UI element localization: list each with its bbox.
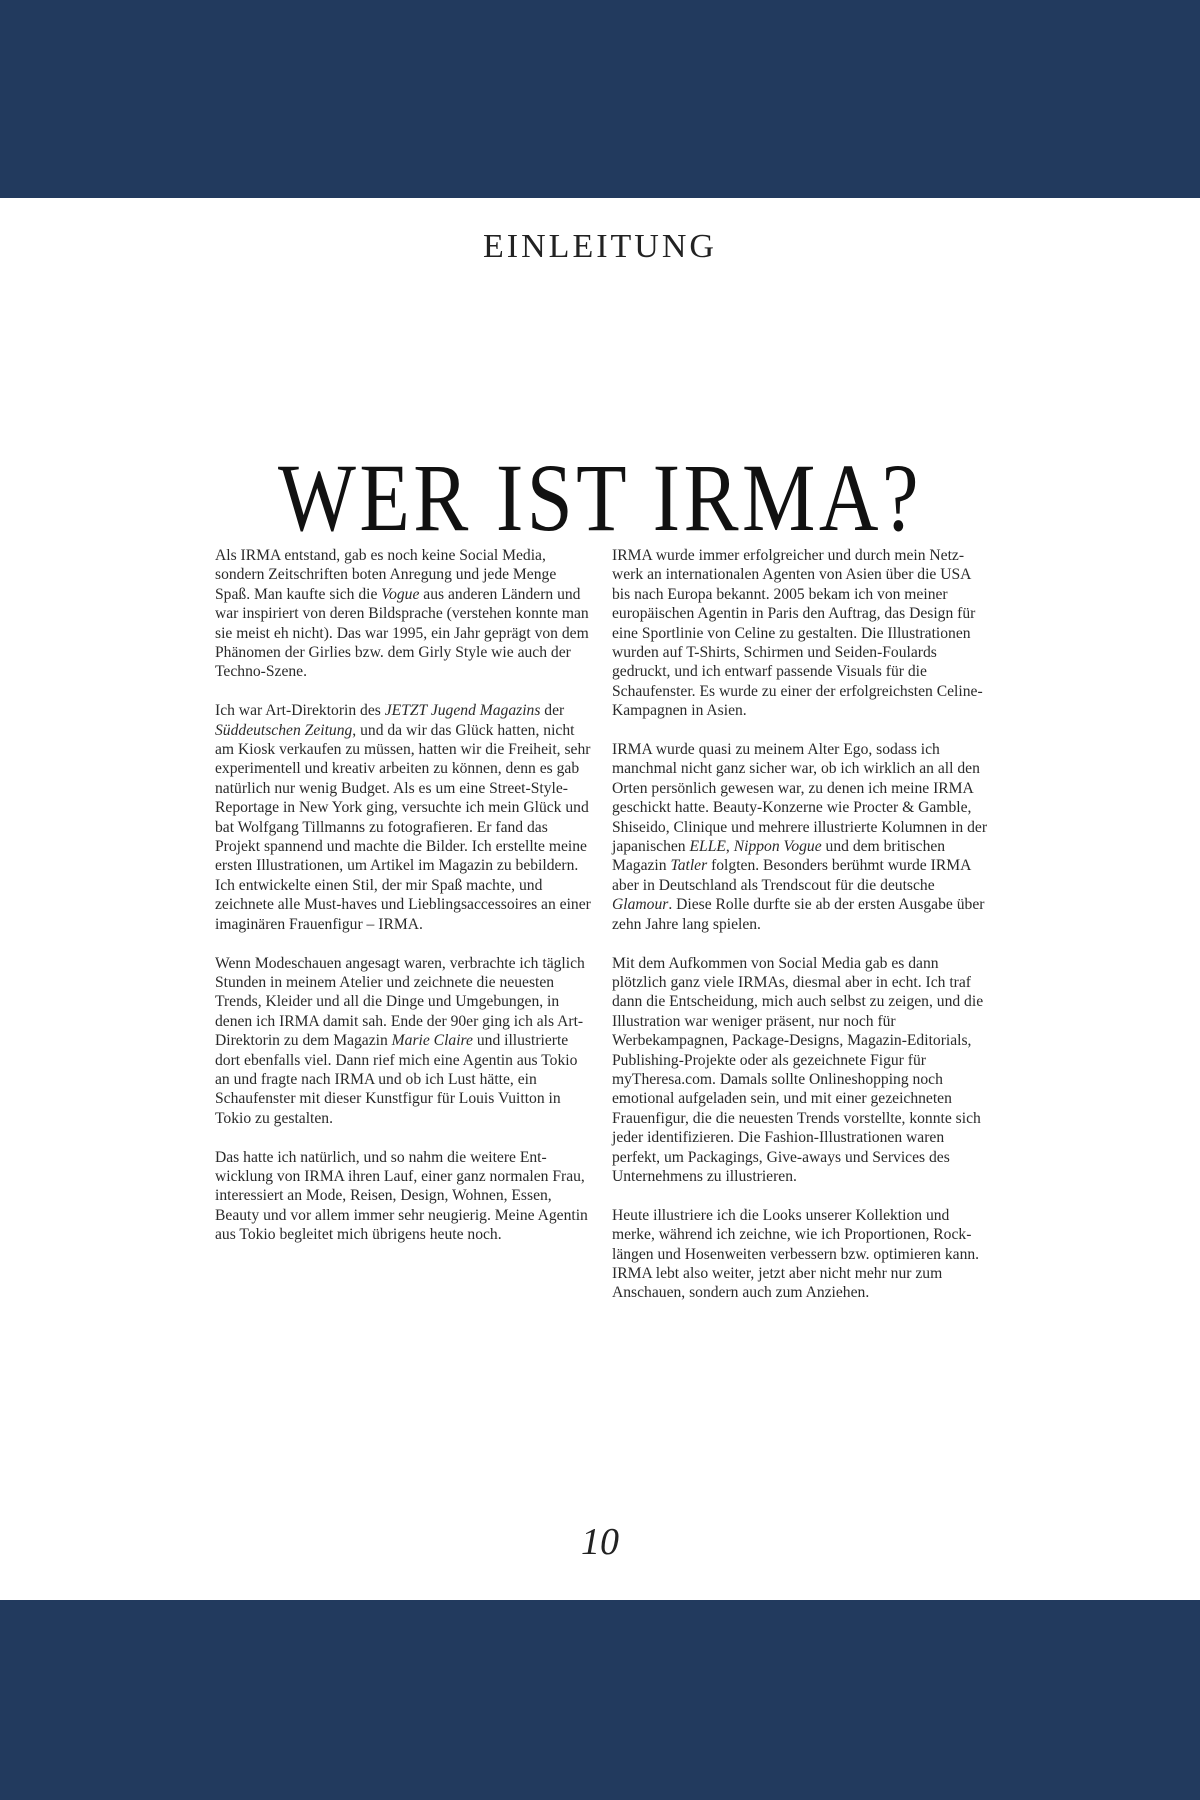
page-number: 10 (581, 1521, 619, 1563)
text-column-left (215, 546, 593, 1264)
paragraph: Als IRMA entstand, gab es noch keine Social Media, sondern Zeitschriften boten Anregung und jede Menge Spaß. Man kaufte sich die Vogue aus anderen Ländern und war inspiriert von deren Bildsprache (verstehen konnte man sie meist eh nicht). Das war 1995, ein Jahr geprägt von dem Phänomen der Girlies bzw. dem Girly Style wie auch der Techno-Szene. (215, 547, 589, 681)
bottom-band (0, 1600, 1200, 1800)
paragraph: Wenn Modeschauen angesagt waren, verbrachte ich täglich Stunden in meinem Atelier und zeichnete die neuesten Trends, Kleider und all die Dinge und Umgebungen, in denen ich IRMA damit sah. Ende der 90er ging ich als Art-Direktorin zu dem Magazin Marie Claire und illustrierte dort ebenfalls viel. Dann rief mich eine Agentin aus Tokio an und fragte nach IRMA und ob ich Lust hätte, ein Schaufenster mit dieser Kunstfigur für Louis Vuitton in Tokio zu gestalten. (215, 954, 585, 1127)
paragraph: Das hatte ich natürlich, und so nahm die weitere Entwicklung von IRMA ihren Lauf, einer ganz normalen Frau, interessiert an Mode, Reisen, Design, Wohnen, Essen, Beauty und vor allem immer sehr neugierig. Meine Agentin aus Tokio begleitet mich übrigens heute noch. (215, 1148, 588, 1244)
paragraph: Ich war Art-Direktorin des JETZT Jugend Magazins der Süddeutschen Zeitung, und da wir das Glück hatten, nicht am Kiosk verkaufen zu müssen, hatten wir die Freiheit, sehr experimentell und kreativ arbeiten zu können, denn es gab natürlich nur wenig Budget. Als es um eine Street-Style-Reportage in New York ging, versuchte ich mein Glück und bat Wolfgang Tillmanns zu fotografieren. Er fand das Projekt spannend und machte die Bilder. Ich erstellte meine ersten Illustrationen, um Artikel im Magazin zu bebildern. Ich entwickelte einen Stil, der mir Spaß machte, und zeichnete alle Must-haves und Lieblingsaccessoires an einer imaginären Frauenfigur – IRMA. (215, 702, 591, 933)
paragraph: IRMA wurde quasi zu meinem Alter Ego, sodass ich manchmal nicht ganz sicher war, ob ich wirklich an all den Orten persönlich gewesen war, zu denen ich meine IRMA geschickt hatte. Beauty-Konzerne wie Procter & Gamble, Shiseido, Clinique und mehrere illustrierte Kolumnen in der japanischen ELLE, Nippon Vogue und dem britischen Magazin Tatler folgten. Besonders berühmt wurde IRMA aber in Deutschland als Trendscout für die deutsche Glamour. Diese Rolle durfte sie ab der ersten Ausgabe über zehn Jahre lang spielen. (612, 741, 988, 933)
paragraph: Mit dem Aufkommen von Social Media gab es dann plötzlich ganz viele IRMAs, diesmal aber in echt. Ich traf dann die Entscheidung, mich auch selbst zu zeigen, und die Illustration war weniger präsent, nur noch für Werbekampagnen, Package-Designs, Magazin-Editorials, Publishing-Projekte oder als gezeichnete Figur für myTheresa.com. Damals sollte Onlineshopping noch emotional aufgeladen sein, und mit einer gezeichneten Frauenfigur, die die neuesten Trends vorstellte, konnte sich jeder identifizieren. Die Fashion-Illustrationen waren perfekt, um Packagings, Give-aways und Services des Unternehmens zu illustrieren. (612, 954, 984, 1185)
top-band (0, 0, 1200, 198)
paragraph: IRMA wurde immer erfolgreicher und durch mein Netzwerk an internationalen Agenten von Asien über die USA bis nach Europa bekannt. 2005 bekam ich von meiner europäischen Agentin in Paris den Auftrag, das Design für eine Sportlinie von Celine zu gestalten. Die Illustrationen wurden auf T-Shirts, Schirmen und Seiden-Foulards gedruckt, und ich entwarf passende Visuals für die Schaufenster. Es wurde zu einer der erfolgreichsten Celine-Kampagnen in Asien. (612, 547, 983, 720)
page-title: WER IST IRMA? (277, 444, 923, 552)
section-label: EINLEITUNG (483, 228, 717, 265)
text-column-right (612, 546, 990, 1322)
paragraph: Heute illustriere ich die Looks unserer Kollektion und merke, während ich zeichne, wie ich Proportionen, Rocklängen und Hosenweiten verbessern bzw. optimieren kann. IRMA lebt also weiter, jetzt aber nicht mehr nur zum Anschauen, sondern auch zum Anziehen. (612, 1206, 980, 1302)
